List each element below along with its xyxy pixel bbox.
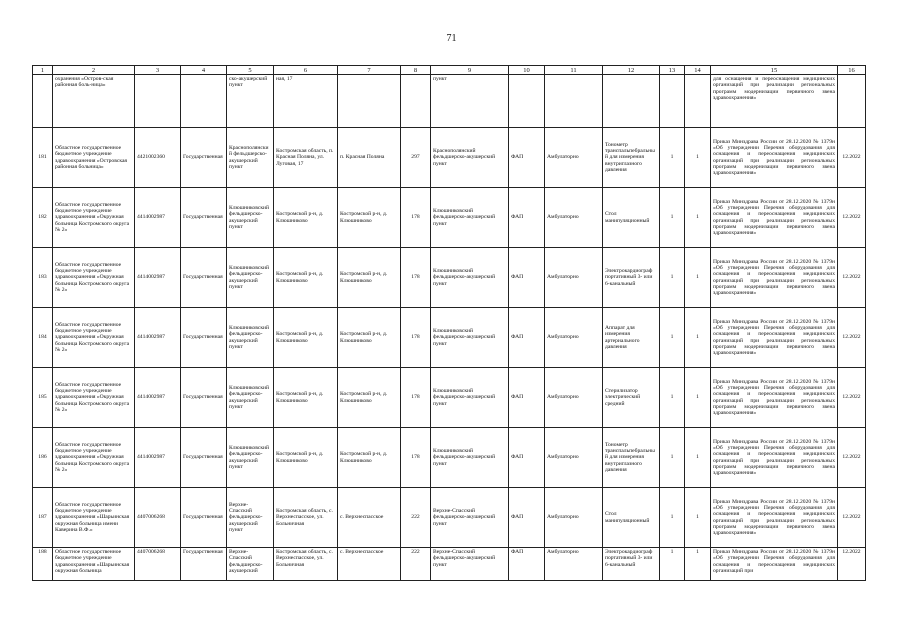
settlement-cell: с. Верхнеспасское — [338, 488, 401, 548]
column-number-10: 10 — [509, 66, 545, 75]
column-number-13: 13 — [660, 66, 685, 75]
facility-type-cell: ФАП — [509, 488, 545, 548]
column-number-11: 11 — [545, 66, 603, 75]
settlement-cell: Костромской р-н, д. Клюшниково — [338, 248, 401, 308]
column-number-12: 12 — [603, 66, 660, 75]
column-number-16: 16 — [838, 66, 866, 75]
organization-name-cell: Областное государственное бюджетное учреждение здравоохранения «Окружная больница Костромского округа № 2» — [53, 248, 135, 308]
units-count-cell: 1 — [685, 248, 711, 308]
unit-address-cell: ная, 17 — [274, 75, 338, 128]
inn-cell: 4414002987 — [135, 308, 181, 368]
units-count-cell — [685, 75, 711, 128]
quantity-cell: 1 — [660, 368, 685, 428]
legal-basis-cell: Приказ Минздрава России от 28.12.2020 № 1379н «Об утверждении Перечня оборудования для оснащения и переоснащения медицинских организаций при реализации региональных программ модернизации первичного звена здравоохранения» — [711, 188, 838, 248]
structural-unit-cell: Верхне-Спасский фельдшерско-акушерский пункт — [227, 488, 274, 548]
structural-unit-cell: Клюшниковский фельдшерско-акушерский пункт — [227, 248, 274, 308]
legal-basis-text: Приказ Минздрава России от 28.12.2020 № 1379н «Об утверждении Перечня оборудования для оснащения и переоснащения медицинских организаций при — [713, 549, 835, 574]
deadline-cell — [838, 75, 866, 128]
row-number-cell: 185 — [33, 368, 53, 428]
care-conditions-cell: Амбулаторно — [545, 248, 603, 308]
organization-name-cell: Областное государственное бюджетное учреждение здравоохранения «Островская районная больница» — [53, 128, 135, 188]
column-number-9: 9 — [431, 66, 509, 75]
units-count-cell: 1 — [685, 428, 711, 488]
quantity-cell — [660, 548, 685, 581]
table-row — [33, 188, 866, 248]
column-number-7: 7 — [338, 66, 401, 75]
deadline-cell — [838, 548, 866, 581]
distance-km-cell: 222 — [401, 488, 431, 548]
settlement-text: с. Верхнеспасское — [340, 549, 384, 555]
distance-km-cell — [401, 548, 431, 581]
deadline-text: 12.2022 — [842, 549, 861, 555]
column-number-4: 4 — [181, 66, 227, 75]
structural-unit-cell: Краснополянский фельдшерско-акушерский пункт — [227, 128, 274, 188]
deadline-cell: 12.2022 — [838, 308, 866, 368]
distance-km-cell: 178 — [401, 248, 431, 308]
table-row — [33, 428, 866, 488]
unit-address-text: Костромская область, с. Верхнеспасское, ул. Больничная — [276, 549, 333, 568]
organization-name-cell: Областное государственное бюджетное учреждение здравоохранения «Окружная больница Костромского округа № 2» — [53, 308, 135, 368]
inn-cell: 4407006268 — [135, 488, 181, 548]
equipment-name-cell: Тонометр транспальпебральный для измерения внутриглазного давления — [603, 128, 660, 188]
deadline-cell: 12.2022 — [838, 368, 866, 428]
care-conditions-cell: Амбулаторно — [545, 128, 603, 188]
inn-cell — [135, 548, 181, 581]
equipment-name-cell: Электрокардиограф портативный 3- или 6-канальный — [603, 248, 660, 308]
row-number-cell: 183 — [33, 248, 53, 308]
quantity-cell: 1 — [660, 248, 685, 308]
inn-cell: 4421002360 — [135, 128, 181, 188]
facility-type-cell: ФАП — [509, 428, 545, 488]
organization-name-text: Областное государственное бюджетное учреждение здравоохранения «Шарьинская окружная больница — [55, 549, 130, 574]
distance-km-cell — [401, 75, 431, 128]
facility-type-cell: ФАП — [509, 368, 545, 428]
equipment-name-cell — [603, 75, 660, 128]
structural-unit-cell: Клюшниковский фельдшерско-акушерский пункт — [227, 188, 274, 248]
column-number-5: 5 — [227, 66, 274, 75]
deadline-cell: 12.2022 — [838, 248, 866, 308]
column-number-6: 6 — [274, 66, 338, 75]
facility-name-text: Верхне-Спасский фельдшерско-акушерский пункт — [433, 549, 496, 568]
equipment-name-cell — [603, 548, 660, 581]
column-number-15: 15 — [711, 66, 838, 75]
distance-km-cell: 297 — [401, 128, 431, 188]
inn-cell — [135, 75, 181, 128]
structural-unit-cell: Клюшниковский фельдшерско-акушерский пункт — [227, 368, 274, 428]
unit-address-cell: Костромской р-н, д. Клюшниково — [274, 368, 338, 428]
facility-type-cell: ФАП — [509, 128, 545, 188]
ownership-form-cell: Государственная — [181, 128, 227, 188]
row-number-cell: 181 — [33, 128, 53, 188]
facility-type-cell: ФАП — [509, 188, 545, 248]
deadline-cell: 12.2022 — [838, 488, 866, 548]
facility-name-cell: Краснополянский фельдшерско-акушерский пункт — [431, 128, 509, 188]
unit-address-cell: Костромской р-н, д. Клюшниково — [274, 308, 338, 368]
organization-name-cell: Областное государственное бюджетное учреждение здравоохранения «Окружная больница Костромского округа № 2» — [53, 188, 135, 248]
ownership-form-cell — [181, 75, 227, 128]
column-number-1: 1 — [33, 66, 53, 75]
settlement-cell — [338, 75, 401, 128]
ownership-form-cell: Государственная — [181, 368, 227, 428]
column-number-2: 2 — [53, 66, 135, 75]
equipment-name-cell: Аппарат для измерения артериального давления — [603, 308, 660, 368]
facility-name-cell: Верхне-Спасский фельдшерско-акушерский пункт — [431, 488, 509, 548]
settlement-cell: Костромской р-н, д. Клюшниково — [338, 428, 401, 488]
table-row — [33, 128, 866, 188]
settlement-cell: Костромской р-н, д. Клюшниково — [338, 308, 401, 368]
distance-km-cell: 178 — [401, 308, 431, 368]
units-count-cell: 1 — [685, 188, 711, 248]
units-count-cell: 1 — [685, 128, 711, 188]
row-number-cell: 184 — [33, 308, 53, 368]
ownership-form-cell: Государственная — [181, 428, 227, 488]
units-count-cell — [685, 548, 711, 581]
facility-name-cell: Клюшниковский фельдшерско-акушерский пункт — [431, 248, 509, 308]
row-number-text: 188 — [38, 549, 47, 555]
organization-name-cell: Областное государственное бюджетное учреждение здравоохранения «Окружная больница Костромского округа № 2» — [53, 428, 135, 488]
organization-name-cell — [53, 548, 135, 581]
facility-type-cell: ФАП — [509, 308, 545, 368]
settlement-cell — [338, 548, 401, 581]
quantity-cell: 1 — [660, 128, 685, 188]
row-number-cell — [33, 548, 53, 581]
deadline-cell: 12.2022 — [838, 128, 866, 188]
equipment-name-text: Электрокардиограф портативный 3- или 6-канальный — [605, 549, 653, 568]
facility-name-cell: Клюшниковский фельдшерско-акушерский пункт — [431, 308, 509, 368]
legal-basis-cell: Приказ Минздрава России от 28.12.2020 № 1379н «Об утверждении Перечня оборудования для оснащения и переоснащения медицинских организаций при реализации региональных программ модернизации первичного звена здравоохранения» — [711, 488, 838, 548]
equipment-name-cell: Тонометр транспальпебральный для измерения внутриглазного давления — [603, 428, 660, 488]
facility-type-text: ФАП — [511, 549, 524, 555]
facility-name-cell: Клюшниковский фельдшерско-акушерский пункт — [431, 428, 509, 488]
ownership-form-cell — [181, 548, 227, 581]
legal-basis-cell: Приказ Минздрава России от 28.12.2020 № 1379н «Об утверждении Перечня оборудования для оснащения и переоснащения медицинских организаций при реализации региональных программ модернизации первичного звена здравоохранения» — [711, 308, 838, 368]
table-row — [33, 368, 866, 428]
row-number-cell: 187 — [33, 488, 53, 548]
unit-address-cell: Костромской р-н, д. Клюшниково — [274, 188, 338, 248]
quantity-cell — [660, 75, 685, 128]
legal-basis-cell: для оснащения и переоснащения медицинских организаций при реализации региональных программ модернизации первичного звена здравоохранения» — [711, 75, 838, 128]
care-conditions-cell — [545, 75, 603, 128]
legal-basis-cell: Приказ Минздрава России от 28.12.2020 № 1379н «Об утверждении Перечня оборудования для оснащения и переоснащения медицинских организаций при реализации региональных программ модернизации первичного звена здравоохранения» — [711, 128, 838, 188]
care-conditions-cell: Амбулаторно — [545, 308, 603, 368]
structural-unit-cell: Клюшниковский фельдшерско-акушерский пункт — [227, 428, 274, 488]
care-conditions-cell — [545, 548, 603, 581]
facility-type-cell — [509, 75, 545, 128]
inn-cell: 4414002987 — [135, 188, 181, 248]
column-number-3: 3 — [135, 66, 181, 75]
equipment-name-cell: Стол манипуляционный — [603, 188, 660, 248]
care-conditions-text: Амбулаторно — [547, 549, 579, 555]
inn-cell: 4414002987 — [135, 428, 181, 488]
facility-name-cell: пункт — [431, 75, 509, 128]
facility-name-cell — [431, 548, 509, 581]
distance-km-cell: 178 — [401, 428, 431, 488]
quantity-cell: 1 — [660, 428, 685, 488]
ownership-form-cell: Государственная — [181, 308, 227, 368]
organization-name-cell: Областное государственное бюджетное учреждение здравоохранения «Окружная больница Костромского округа № 2» — [53, 368, 135, 428]
structural-unit-cell — [227, 548, 274, 581]
unit-address-cell: Костромская область, п. Красная Поляна, ул. Луговая, 17 — [274, 128, 338, 188]
unit-address-cell: Костромской р-н, д. Клюшниково — [274, 248, 338, 308]
care-conditions-cell: Амбулаторно — [545, 428, 603, 488]
care-conditions-cell: Амбулаторно — [545, 188, 603, 248]
care-conditions-cell: Амбулаторно — [545, 488, 603, 548]
units-count-cell: 1 — [685, 368, 711, 428]
equipment-name-cell: Стерилизатор электрический средний — [603, 368, 660, 428]
structural-unit-cell: ско-акушерский пункт — [227, 75, 274, 128]
inn-cell: 4414002987 — [135, 368, 181, 428]
unit-address-cell: Костромская область, с. Верхнеспасское, ул. Больничная — [274, 488, 338, 548]
facility-name-cell: Клюшниковский фельдшерско-акушерский пункт — [431, 188, 509, 248]
settlement-cell: п. Красная Поляна — [338, 128, 401, 188]
settlement-cell: Костромской р-н, д. Клюшниково — [338, 188, 401, 248]
table-row — [33, 548, 866, 581]
header-row — [33, 66, 866, 75]
units-count-cell: 1 — [685, 488, 711, 548]
units-count-text: 1 — [696, 549, 699, 555]
quantity-cell: 1 — [660, 488, 685, 548]
legal-basis-cell: Приказ Минздрава России от 28.12.2020 № 1379н «Об утверждении Перечня оборудования для оснащения и переоснащения медицинских организаций при реализации региональных программ модернизации первичного звена здравоохранения» — [711, 428, 838, 488]
deadline-cell: 12.2022 — [838, 428, 866, 488]
table-row — [33, 488, 866, 548]
page-number: 71 — [446, 33, 457, 44]
unit-address-cell — [274, 548, 338, 581]
row-number-cell: 182 — [33, 188, 53, 248]
column-number-8: 8 — [401, 66, 431, 75]
inn-text: 4407006268 — [137, 549, 165, 555]
row-number-cell: 186 — [33, 428, 53, 488]
quantity-cell: 1 — [660, 308, 685, 368]
ownership-form-text: Государственная — [183, 549, 223, 555]
ownership-form-cell: Государственная — [181, 488, 227, 548]
deadline-cell: 12.2022 — [838, 188, 866, 248]
organization-name-cell: Областное государственное бюджетное учреждение здравоохранения «Шарьинская окружная больница имени Каверина В.Ф.» — [53, 488, 135, 548]
facility-type-cell — [509, 548, 545, 581]
legal-basis-cell — [711, 548, 838, 581]
organization-name-cell: охранения «Остров-ская районная боль-ница» — [53, 75, 135, 128]
structural-unit-text: Верхне-Спасский фельдшерско-акушерский — [229, 549, 263, 574]
inn-cell: 4414002987 — [135, 248, 181, 308]
table-row — [33, 75, 866, 128]
equipment-table — [32, 65, 866, 581]
quantity-cell: 1 — [660, 188, 685, 248]
legal-basis-cell: Приказ Минздрава России от 28.12.2020 № 1379н «Об утверждении Перечня оборудования для оснащения и переоснащения медицинских организаций при реализации региональных программ модернизации первичного звена здравоохранения» — [711, 248, 838, 308]
quantity-text: 1 — [670, 549, 674, 555]
distance-km-text: 222 — [411, 549, 420, 555]
settlement-cell: Костромской р-н, д. Клюшниково — [338, 368, 401, 428]
care-conditions-cell: Амбулаторно — [545, 368, 603, 428]
row-number-cell — [33, 75, 53, 128]
distance-km-cell: 178 — [401, 368, 431, 428]
facility-type-cell: ФАП — [509, 248, 545, 308]
distance-km-cell: 178 — [401, 188, 431, 248]
structural-unit-cell: Клюшниковский фельдшерско-акушерский пункт — [227, 308, 274, 368]
table-row — [33, 308, 866, 368]
legal-basis-cell: Приказ Минздрава России от 28.12.2020 № 1379н «Об утверждении Перечня оборудования для оснащения и переоснащения медицинских организаций при реализации региональных программ модернизации первичного звена здравоохранения» — [711, 368, 838, 428]
table-row — [33, 248, 866, 308]
ownership-form-cell: Государственная — [181, 188, 227, 248]
column-number-14: 14 — [685, 66, 711, 75]
unit-address-cell: Костромской р-н, д. Клюшниково — [274, 428, 338, 488]
units-count-cell: 1 — [685, 308, 711, 368]
facility-name-cell: Клюшниковский фельдшерско-акушерский пункт — [431, 368, 509, 428]
equipment-name-cell: Стол манипуляционный — [603, 488, 660, 548]
ownership-form-cell: Государственная — [181, 248, 227, 308]
